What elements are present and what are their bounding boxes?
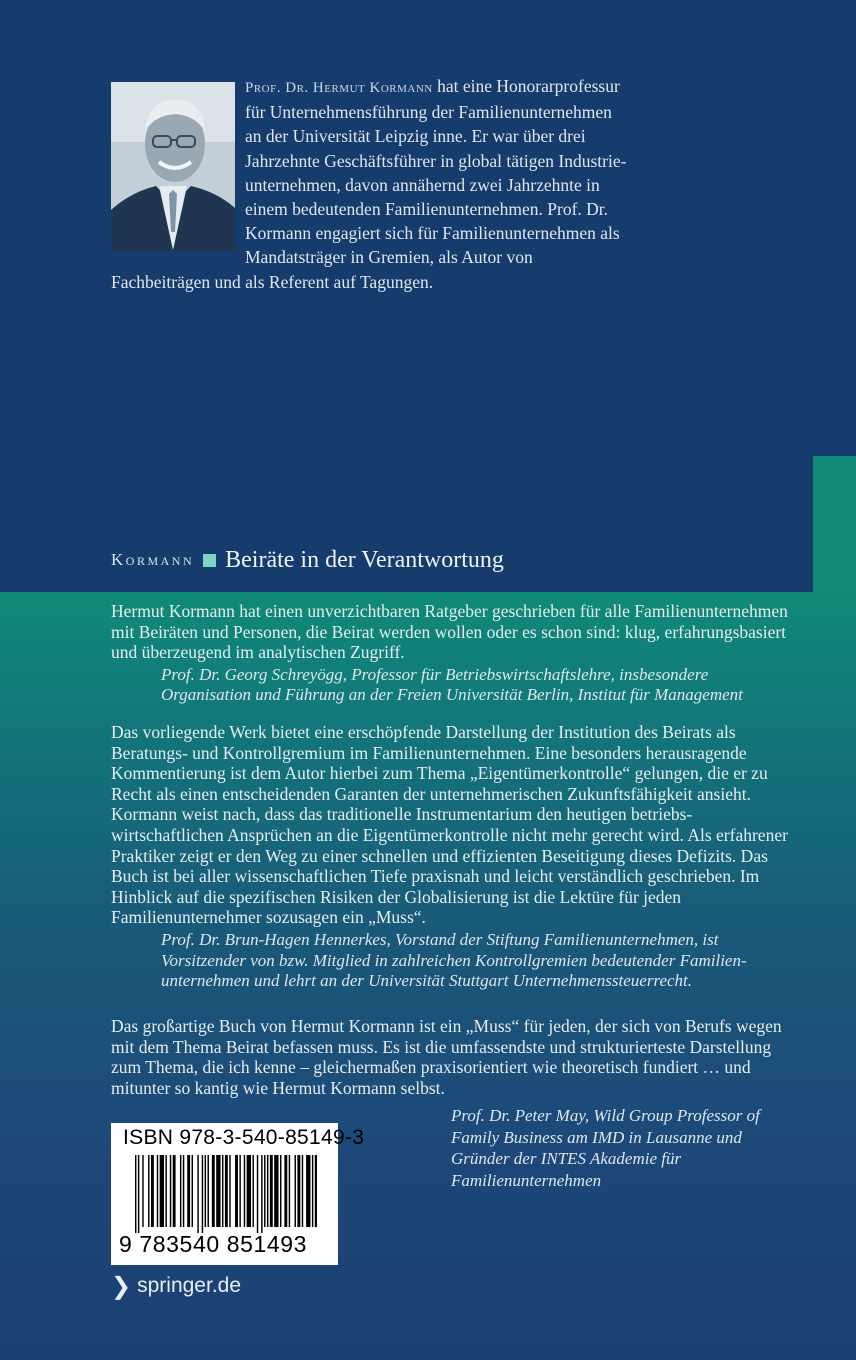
barcode-bar [151, 1155, 154, 1227]
barcode-bar [252, 1155, 253, 1227]
barcode-bar [315, 1155, 317, 1227]
bio-text: hat eine Honorarprofessur für Unternehmensführung der Familienunternehmen an der Universität Leipzig inne. Er war über drei Jahrzehnte Geschäftsführer in global tätigen Industrieunternehmen, davon annähernd zwei Jahrzehnte in einem bedeutenden Familienunternehmen. Prof. Dr. Kormann engagiert sich für Familienunternehmen als Mandatsträger in Gremien, als Autor von Fachbeiträgen und als Referent auf Tagungen. [111, 76, 627, 292]
title-separator-square [203, 554, 216, 567]
isbn-barcode [111, 1123, 365, 1265]
barcode-bar [212, 1155, 215, 1227]
review-attribution: Prof. Dr. Georg Schreyögg, Professor für Betriebswirtschaftslehre, insbesondere Organisation und Führung an der Freien Universität Berlin, Institut für Management [161, 664, 743, 705]
barcode-bar [192, 1155, 193, 1227]
barcode-bar [257, 1155, 258, 1233]
barcode-bar [208, 1155, 209, 1227]
barcode-bar [225, 1155, 228, 1227]
publisher-link[interactable] [111, 1273, 241, 1299]
barcode-digits: 9 783540 851493 [119, 1231, 308, 1257]
barcode-bar [267, 1155, 268, 1227]
review-attribution: Prof. Dr. Peter May, Wild Group Professor of Family Business am IMD in Lausanne und Gründer der INTES Akademie für Familienunternehmen [451, 1106, 760, 1190]
barcode-bar [295, 1155, 296, 1227]
review-schreyoegg [111, 601, 791, 706]
publisher-url: springer.de [137, 1274, 242, 1297]
barcode-bar [202, 1155, 203, 1233]
barcode-bar [264, 1155, 265, 1227]
review-attribution: Prof. Dr. Brun-Hagen Hennerkes, Vorstand der Stiftung Familienunternehmen, ist Vorsitzender von bzw. Mitglied in zahlreichen Kontrollgremien bedeutender Familienunternehmen und lehrt an der Universität Stuttgart Unternehmenssteuerrecht. [161, 929, 747, 991]
barcode-bar [135, 1155, 136, 1233]
barcode-bar [306, 1155, 310, 1227]
barcode-bar [222, 1155, 223, 1227]
barcode-bar [270, 1155, 273, 1227]
side-color-tab [813, 456, 856, 592]
barcode-bar [284, 1155, 287, 1227]
barcode-bar [165, 1155, 166, 1227]
barcode-bars [135, 1155, 317, 1233]
barcode-bar [216, 1155, 220, 1227]
barcode-bar [160, 1155, 164, 1227]
barcode-bar [280, 1155, 281, 1227]
barcode-bar [229, 1155, 230, 1227]
chevron-right-icon: ❯ [111, 1272, 132, 1300]
title-author: Kormann [111, 550, 195, 569]
author-bio [111, 74, 631, 294]
barcode-bar [261, 1155, 262, 1233]
barcode-bar [235, 1155, 238, 1227]
barcode-bar [157, 1155, 158, 1227]
barcode-bar [289, 1155, 290, 1227]
barcode-bar [312, 1155, 313, 1227]
review-text: Das großartige Buch von Hermut Kormann ist ein „Muss“ für jeden, der sich von Berufs wegen mit dem Thema Beirat befassen muss. Es ist die umfassendste und strukturierteste Darstellung zum Thema, die ich kenne – gleichermaßen praxisorientiert wie theoretisch fundiert … und mitunter so kantig wie Hermut Kormann selbst. [111, 1016, 782, 1098]
barcode-bar [197, 1155, 198, 1233]
review-hennerkes [111, 722, 791, 992]
barcode-bar [180, 1155, 181, 1227]
barcode-bar [302, 1155, 303, 1227]
bio-author-name: Prof. Dr. Hermut Kormann [245, 80, 433, 96]
barcode-bar [205, 1155, 206, 1227]
barcode-bar [244, 1155, 245, 1227]
barcode-bar [183, 1155, 184, 1227]
barcode-bar [187, 1155, 190, 1227]
barcode-bar [274, 1155, 278, 1227]
barcode-bar [239, 1155, 240, 1227]
barcode-bar [142, 1155, 143, 1227]
review-text: Hermut Kormann hat einen unverzichtbaren Ratgeber geschrieben für alle Familienunternehmen mit Beiräten und Personen, die Beirat werden wollen oder es schon sind: klug, erfahrungsbasiert und überzeugend im analytischen Zugriff. [111, 601, 788, 663]
barcode-bar [173, 1155, 176, 1227]
title-line [111, 545, 504, 575]
barcode-bar [138, 1155, 139, 1233]
barcode-bar [297, 1155, 300, 1227]
review-text: Das vorliegende Werk bietet eine erschöpfende Darstellung der Institution des Beirats als Beratungs- und Kontrollgremium im Familienunternehmen. Eine besonders herausragende Kommentierung ist dem Autor hierbei zum Thema „Eigentümerkontrolle“ gelungen, die er zu Recht als einen entscheidenden Garanten der unternehmerischen Zukunftsfähigkeit ansieht. Kormann weist nach, dass das traditionelle Instrumentarium den heutigen betriebswirtschaftlichen Ansprüchen an die Eigentümerkontrolle nicht mehr gerecht wird. Als erfahrener Praktiker zeigt er den Weg zu einer schnellen und effizienten Beseitigung dieses Defizits. Das Buch ist bei aller wissenschaftlichen Tiefe praxisnah und leicht verständlich geschrieben. Im Hinblick auf die spezifischen Risiken der Globalisierung ist die Lektüre für jeden Familienunternehmer sozusagen ein „Muss“. [111, 722, 788, 928]
isbn-label: ISBN 978-3-540-85149-3 [123, 1126, 365, 1149]
review-may [111, 1016, 791, 1098]
book-title: Beiräte in der Verantwortung [225, 546, 504, 573]
barcode-bar [170, 1155, 171, 1227]
barcode-bar [247, 1155, 251, 1227]
barcode-bar [148, 1155, 149, 1227]
